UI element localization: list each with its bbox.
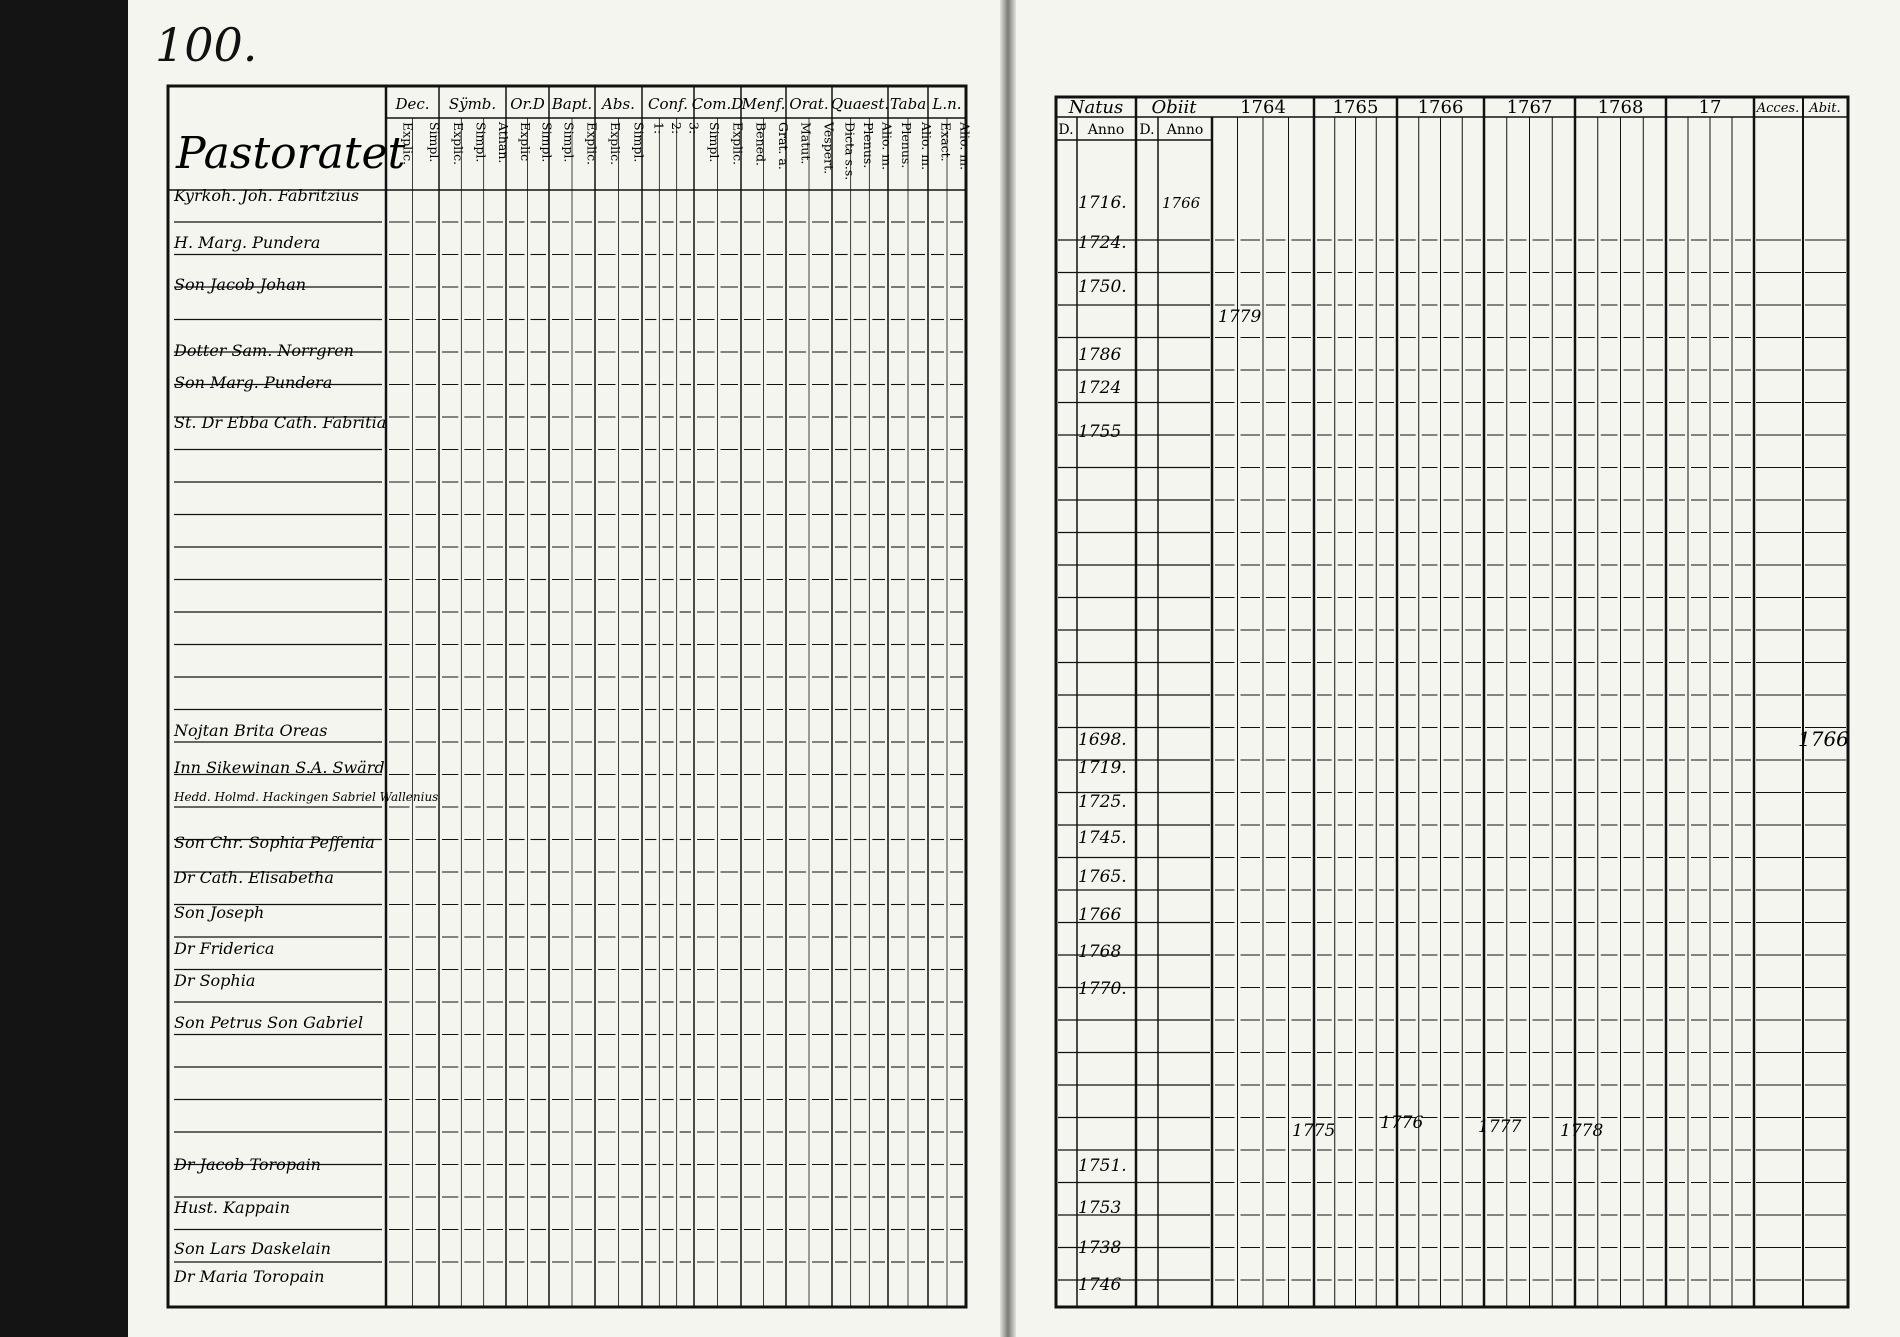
left-subcolumn-header: Athan. (495, 122, 511, 164)
left-column-header: Orat. (789, 95, 829, 113)
abit-entry: 1766 (1798, 727, 1849, 751)
right-subcolumn-header: D. (1058, 122, 1074, 138)
left-name-entry: Inn Sikewinan S.A. Swärd (174, 758, 385, 777)
right-table-border (1056, 97, 1848, 1307)
left-column-header: Menf. (741, 95, 786, 113)
left-table-text (173, 95, 973, 1286)
birth-year-entry: 1768 (1078, 942, 1122, 962)
left-subcolumn-header: Explic. (584, 122, 600, 166)
left-name-entry: Dr Cath. Elisabetha (174, 868, 334, 887)
left-subcolumn-header: Matut. (798, 122, 814, 165)
left-subcolumn-header: Vespert. (821, 122, 837, 175)
left-column-header: Sÿmb. (448, 95, 497, 113)
left-name-entry: Nojtan Brita Oreas (174, 721, 328, 740)
left-subcolumn-header: Plenus. (899, 122, 914, 169)
left-subcolumn-header: Simpl. (426, 122, 442, 163)
left-subcolumn-header: Explic. (730, 122, 746, 166)
left-subcolumn-header: 3: (686, 122, 702, 135)
left-subcolumn-header: Grat. a. (775, 122, 791, 170)
birth-year-entry: 1751. (1078, 1156, 1127, 1176)
left-subcolumn-header: Dicta s.s. (842, 122, 858, 181)
left-column-header: Dec. (395, 95, 430, 113)
year-column-header: 1766 (1417, 97, 1464, 118)
left-column-header: Conf. (648, 95, 688, 113)
natus-header: Natus (1068, 97, 1124, 118)
birth-year-entry: 1753 (1078, 1198, 1122, 1218)
birth-year-entry: 1725. (1078, 792, 1127, 812)
birth-year-entry: 1738 (1078, 1238, 1122, 1258)
left-subcolumn-header: Explic. (400, 122, 416, 166)
left-name-entry: Son Chr. Sophia Peffenia (174, 833, 375, 852)
year-column-header: 1768 (1597, 97, 1644, 118)
year-mark: 1777 (1478, 1117, 1522, 1137)
year-mark: 1778 (1560, 1121, 1604, 1141)
left-table-lines (168, 86, 966, 1307)
left-subcolumn-header: Plenus. (861, 122, 876, 169)
left-subcolumn-header: Simpl. (473, 122, 489, 163)
left-name-entry: Hust. Kappain (174, 1198, 291, 1217)
left-column-header: Taba (889, 95, 927, 113)
page-number: 100. (155, 18, 258, 72)
birth-year-entry: 1750. (1078, 277, 1127, 297)
left-name-entry: Son Marg. Pundera (174, 373, 333, 392)
right-subcolumn-header: D. (1139, 122, 1155, 138)
left-name-entry: Dr Jacob Toropain (174, 1155, 321, 1174)
left-subcolumn-header: Explic. (451, 122, 467, 166)
left-subcolumn-header: 2: (669, 122, 684, 135)
left-name-entry: Dr Sophia (174, 971, 256, 990)
right-subcolumn-header: Anno (1166, 122, 1204, 138)
birth-year-entry: 1786 (1078, 345, 1122, 365)
abit-header: Abit. (1809, 101, 1841, 116)
obiit-header: Obiit (1151, 97, 1197, 118)
left-name-entry: Son Lars Daskelain (174, 1239, 331, 1258)
left-column-header: Or.D (510, 95, 545, 113)
year-column-header: 1764 (1240, 97, 1286, 118)
left-subcolumn-header: 1: (651, 122, 667, 135)
left-subcolumn-header: Bened. (753, 122, 769, 167)
left-subcolumn-header: Simpl. (631, 122, 647, 163)
left-name-entry: Hedd. Holmd. Hackingen Sabriel Wallenius (174, 790, 439, 804)
birth-year-entry: 1724. (1078, 233, 1127, 253)
left-name-entry: Son Petrus Son Gabriel (174, 1013, 364, 1032)
left-subcolumn-header: Explic. (607, 122, 623, 166)
left-column-header: Abs. (602, 95, 635, 113)
birth-year-entry: 1746 (1078, 1275, 1122, 1295)
left-name-entry: St. Dr Ebba Cath. Fabritia (174, 413, 387, 432)
left-subcolumn-header: Alio. m. (879, 122, 895, 171)
access-header: Acces. (1756, 101, 1800, 116)
left-column-header: Quaest. (830, 95, 890, 113)
left-subcolumn-header: Simpl. (706, 122, 722, 163)
left-name-entry: H. Marg. Pundera (174, 233, 321, 252)
right-table-lines (1056, 97, 1848, 1307)
birth-year-entry: 1724 (1078, 378, 1122, 398)
left-name-entry: Dotter Sam. Norrgren (174, 341, 354, 360)
left-subcolumn-header: Exact. (938, 122, 954, 162)
birth-year-entry: 1755 (1078, 422, 1122, 442)
birth-year-entry: 1719. (1078, 758, 1127, 778)
left-column-header: Bapt. (551, 95, 593, 113)
left-name-entry: Kyrkoh. Joh. Fabritzius (174, 186, 359, 205)
left-name-entry: Son Jacob Johan (174, 275, 307, 294)
birth-year-entry: 1716. (1078, 193, 1127, 213)
left-name-entry: Dr Maria Toropain (174, 1267, 325, 1286)
left-heading: Pastoratet (176, 128, 406, 179)
year-mark: 1775 (1292, 1121, 1336, 1141)
year-column-header: 1765 (1332, 97, 1379, 118)
left-table-border (168, 86, 966, 1307)
year-column-header: 1767 (1506, 97, 1553, 118)
left-name-entry: Dr Friderica (174, 939, 275, 958)
left-subcolumn-header: Simpl. (561, 122, 577, 163)
birth-year-entry: 1766 (1078, 905, 1122, 925)
year-column-header: 17 (1698, 97, 1722, 118)
birth-year-entry: 1765. (1078, 867, 1127, 887)
year-mark: 1779 (1218, 307, 1262, 327)
birth-year-entry: 1745. (1078, 828, 1127, 848)
left-column-header: L.n. (932, 95, 962, 113)
left-subcolumn-header: Alio. m. (957, 122, 973, 171)
left-subcolumn-header: Explic (517, 122, 533, 162)
right-subcolumn-header: Anno (1087, 122, 1125, 138)
right-table-text (1058, 97, 1849, 1295)
year-mark: 1776 (1380, 1113, 1424, 1133)
left-subcolumn-header: Simpl. (539, 122, 555, 163)
birth-year-entry: 1698. (1078, 730, 1127, 750)
birth-year-entry: 1770. (1078, 979, 1127, 999)
left-name-entry: Son Joseph (174, 903, 265, 922)
left-column-header: Com.D (691, 95, 744, 113)
obiit-entry: 1766 (1162, 194, 1201, 212)
left-subcolumn-header: Alio. m. (919, 122, 934, 171)
